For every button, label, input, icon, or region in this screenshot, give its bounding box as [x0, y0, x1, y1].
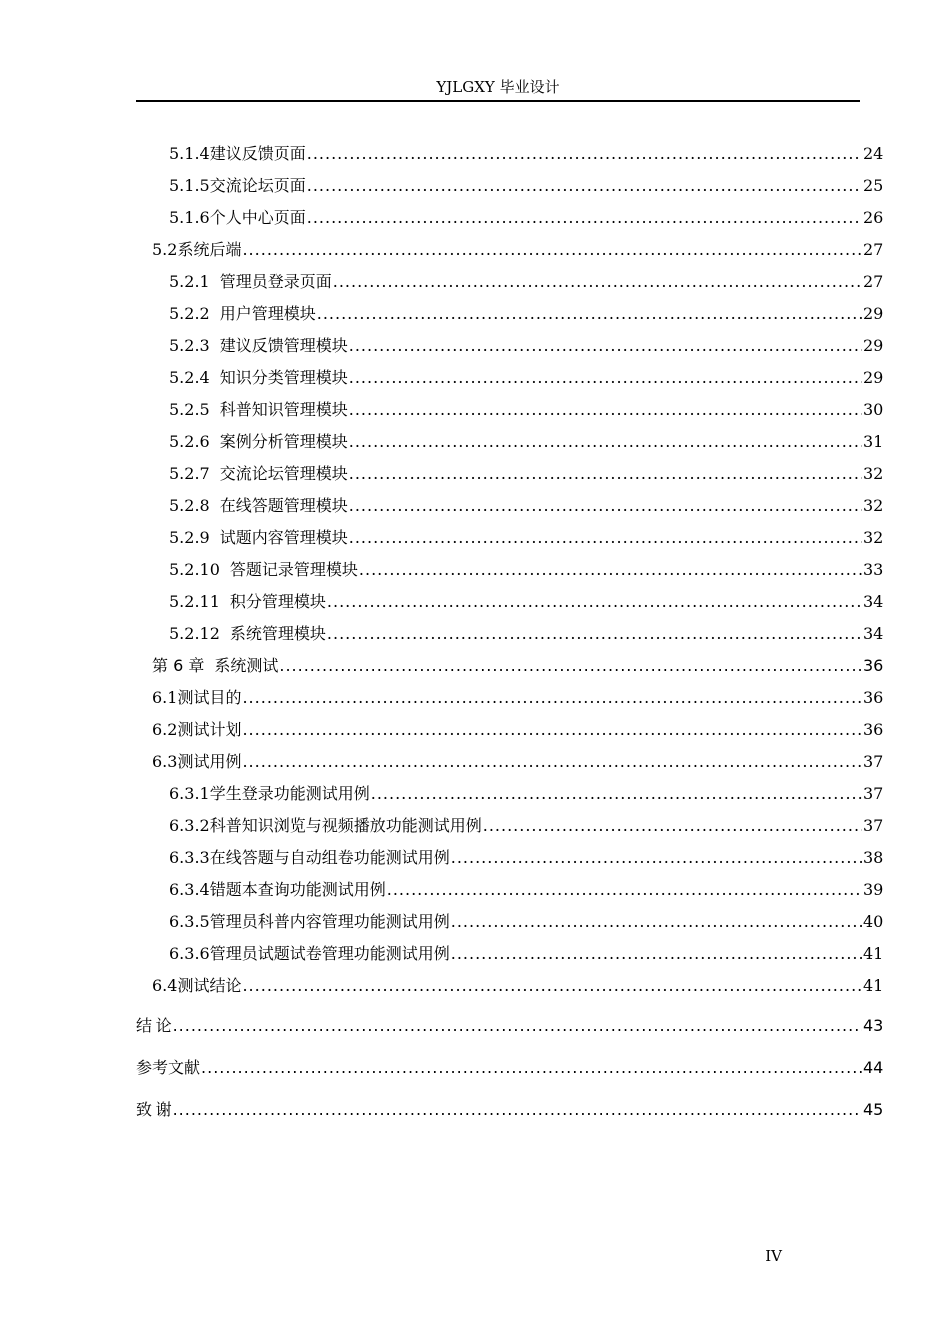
toc-entry[interactable] — [136, 1013, 883, 1039]
toc-entry[interactable] — [169, 365, 883, 391]
toc-entry-number: 6.3.2 — [169, 816, 210, 835]
toc-entry-page: 34 — [863, 624, 884, 643]
toc-entry-title: 论 — [155, 1016, 172, 1035]
toc-entry-number: 致 — [136, 1100, 153, 1119]
toc-entry-number: 5.2.6 — [169, 432, 210, 451]
toc-entry-page: 33 — [863, 560, 884, 579]
toc-entry[interactable] — [169, 141, 883, 167]
toc-entry-page: 36 — [863, 720, 884, 739]
toc-entry-number: 5.2.2 — [169, 304, 210, 323]
toc-entry-page: 34 — [863, 592, 884, 611]
toc-entry-page: 36 — [863, 688, 884, 707]
dot-leader — [333, 269, 862, 295]
toc-entry-number: 参考文献 — [136, 1058, 201, 1077]
toc-entry-page: 27 — [863, 272, 884, 291]
toc-entry-title: 用户管理模块 — [219, 304, 316, 323]
toc-entry-number: 5.2.9 — [169, 528, 210, 547]
toc-entry-title: 案例分析管理模块 — [219, 432, 348, 451]
toc-entry-page: 41 — [863, 976, 884, 995]
toc-entry[interactable] — [152, 749, 883, 775]
toc-entry[interactable] — [169, 813, 883, 839]
toc-entry-page: 36 — [863, 656, 884, 675]
toc-entry-page: 37 — [863, 784, 884, 803]
dot-leader — [242, 749, 862, 775]
toc-entry[interactable] — [152, 973, 883, 999]
dot-leader — [279, 653, 862, 679]
toc-entry-number: 5.2.4 — [169, 368, 210, 387]
toc-entry[interactable] — [152, 237, 883, 263]
toc-entry[interactable] — [169, 461, 883, 487]
toc-entry[interactable] — [169, 525, 883, 551]
dot-leader — [242, 717, 862, 743]
toc-entry-number: 5.2.11 — [169, 592, 220, 611]
toc-entry-title: 答题记录管理模块 — [229, 560, 358, 579]
toc-entry[interactable] — [169, 909, 883, 935]
dot-leader — [349, 365, 862, 391]
toc-entry-number: 5.2 — [152, 240, 178, 259]
toc-entry[interactable] — [169, 493, 883, 519]
dot-leader — [307, 141, 862, 167]
toc-entry-title: 在线答题管理模块 — [219, 496, 348, 515]
toc-entry-page: 26 — [863, 208, 884, 227]
toc-entry[interactable] — [169, 845, 883, 871]
toc-entry[interactable] — [169, 333, 883, 359]
dot-leader — [242, 973, 862, 999]
toc-entry-number: 5.1.6 — [169, 208, 210, 227]
toc-entry-page: 37 — [863, 752, 884, 771]
toc-entry-page: 39 — [863, 880, 884, 899]
dot-leader — [307, 173, 862, 199]
page-number: IV — [765, 1247, 782, 1265]
toc-entry-title: 科普知识浏览与视频播放功能测试用例 — [209, 816, 482, 835]
dot-leader — [349, 525, 862, 551]
toc-entry-number: 5.2.5 — [169, 400, 210, 419]
toc-entry-title: 测试结论 — [177, 976, 242, 995]
toc-entry-title: 系统管理模块 — [229, 624, 326, 643]
toc-entry-page: 41 — [863, 944, 884, 963]
toc-entry-page: 25 — [863, 176, 884, 195]
toc-entry[interactable] — [169, 301, 883, 327]
dot-leader — [451, 941, 862, 967]
toc-entry[interactable] — [169, 589, 883, 615]
toc-entry-page: 29 — [863, 304, 884, 323]
toc-entry[interactable] — [136, 1055, 883, 1081]
toc-entry-page: 38 — [863, 848, 884, 867]
toc-entry[interactable] — [169, 205, 883, 231]
toc-entry-title: 建议反馈页面 — [209, 144, 306, 163]
toc-entry[interactable] — [169, 941, 883, 967]
toc-entry-title: 管理员科普内容管理功能测试用例 — [209, 912, 450, 931]
toc-entry-number: 第 6 章 — [152, 656, 205, 675]
toc-entry-number: 6.1 — [152, 688, 178, 707]
dot-leader — [387, 877, 862, 903]
toc-entry-title: 谢 — [155, 1100, 172, 1119]
toc-entry-page: 32 — [863, 496, 884, 515]
toc-entry[interactable] — [169, 429, 883, 455]
toc-entry-title: 测试目的 — [177, 688, 242, 707]
toc-entry-page: 30 — [863, 400, 884, 419]
toc-entry[interactable] — [169, 621, 883, 647]
header-rule — [136, 100, 860, 102]
toc-entry-page: 43 — [863, 1016, 884, 1035]
toc-entry-title: 错题本查询功能测试用例 — [209, 880, 386, 899]
toc-entry-number: 6.3.3 — [169, 848, 210, 867]
toc-entry-title: 交流论坛管理模块 — [219, 464, 348, 483]
dot-leader — [317, 301, 862, 327]
toc-entry-page: 45 — [863, 1100, 884, 1119]
toc-entry-title: 测试计划 — [177, 720, 242, 739]
dot-leader — [349, 397, 862, 423]
dot-leader — [349, 429, 862, 455]
dot-leader — [371, 781, 862, 807]
toc-entry-title: 积分管理模块 — [229, 592, 326, 611]
toc-entry[interactable] — [152, 653, 883, 679]
dot-leader — [483, 813, 862, 839]
toc-entry-number: 6.3.6 — [169, 944, 210, 963]
toc-entry-number: 6.3.4 — [169, 880, 210, 899]
dot-leader — [349, 493, 862, 519]
dot-leader — [349, 461, 862, 487]
dot-leader — [327, 589, 862, 615]
toc-entry-title: 个人中心页面 — [209, 208, 306, 227]
toc-entry[interactable] — [136, 1097, 883, 1123]
dot-leader — [451, 845, 862, 871]
toc-entry-page: 44 — [863, 1058, 884, 1077]
toc-entry-number: 5.2.10 — [169, 560, 220, 579]
toc-entry-page: 32 — [863, 528, 884, 547]
toc-entry-title: 管理员登录页面 — [219, 272, 332, 291]
toc-entry[interactable] — [169, 877, 883, 903]
toc-entry-title: 系统后端 — [177, 240, 242, 259]
toc-entry-page: 31 — [863, 432, 884, 451]
toc-entry-title: 学生登录功能测试用例 — [209, 784, 370, 803]
toc-entry-number: 5.1.5 — [169, 176, 210, 195]
toc-entry[interactable] — [169, 781, 883, 807]
toc-entry[interactable] — [169, 397, 883, 423]
toc-entry[interactable] — [169, 269, 883, 295]
toc-entry-title: 科普知识管理模块 — [219, 400, 348, 419]
dot-leader — [242, 685, 862, 711]
toc-entry-title: 在线答题与自动组卷功能测试用例 — [209, 848, 450, 867]
dot-leader — [173, 1097, 862, 1123]
dot-leader — [451, 909, 862, 935]
toc-entry-page: 27 — [863, 240, 884, 259]
toc-entry-number: 5.1.4 — [169, 144, 210, 163]
dot-leader — [327, 621, 862, 647]
toc-entry-title: 建议反馈管理模块 — [219, 336, 348, 355]
toc-entry-number: 6.4 — [152, 976, 178, 995]
toc-entry-title: 试题内容管理模块 — [219, 528, 348, 547]
toc-entry-title: 系统测试 — [214, 656, 279, 675]
toc-entry-number: 5.2.8 — [169, 496, 210, 515]
toc-entry-number: 6.3.5 — [169, 912, 210, 931]
toc-entry[interactable] — [169, 557, 883, 583]
toc-entry-title: 测试用例 — [177, 752, 242, 771]
toc-entry[interactable] — [152, 685, 883, 711]
toc-entry-title: 管理员试题试卷管理功能测试用例 — [209, 944, 450, 963]
toc-entry-title: 知识分类管理模块 — [219, 368, 348, 387]
page-header: YJLGXY 毕业设计 — [436, 78, 560, 96]
dot-leader — [359, 557, 862, 583]
toc-entry-number: 6.3 — [152, 752, 178, 771]
toc-entry-page: 37 — [863, 816, 884, 835]
toc-entry[interactable] — [169, 173, 883, 199]
toc-entry[interactable] — [152, 717, 883, 743]
toc-entry-number: 5.2.7 — [169, 464, 210, 483]
toc-entry-page: 32 — [863, 464, 884, 483]
toc-entry-number: 5.2.3 — [169, 336, 210, 355]
toc-entry-number: 6.2 — [152, 720, 178, 739]
toc-entry-title: 交流论坛页面 — [209, 176, 306, 195]
toc-entry-number: 5.2.12 — [169, 624, 220, 643]
dot-leader — [173, 1013, 862, 1039]
toc-entry-page: 29 — [863, 368, 884, 387]
dot-leader — [349, 333, 862, 359]
toc-entry-page: 24 — [863, 144, 884, 163]
toc-entry-page: 40 — [863, 912, 884, 931]
toc-entry-number: 6.3.1 — [169, 784, 210, 803]
dot-leader — [201, 1055, 862, 1081]
dot-leader — [242, 237, 862, 263]
toc-entry-number: 结 — [136, 1016, 153, 1035]
dot-leader — [307, 205, 862, 231]
toc-entry-page: 29 — [863, 336, 884, 355]
toc-entry-number: 5.2.1 — [169, 272, 210, 291]
